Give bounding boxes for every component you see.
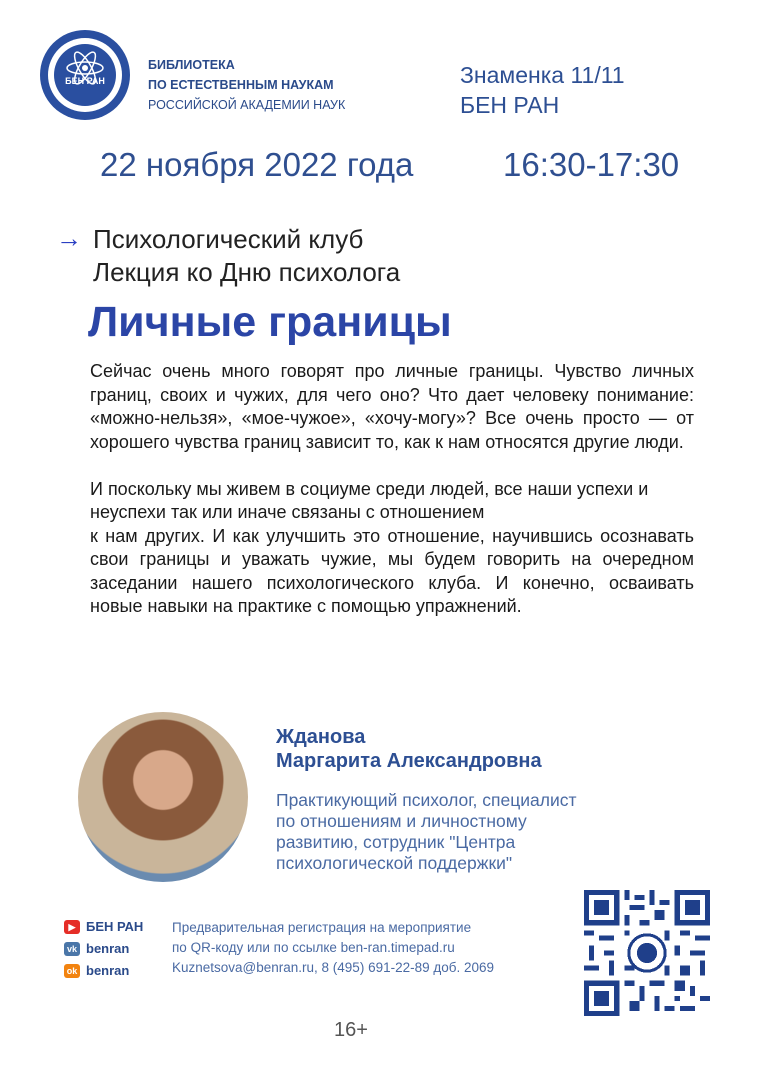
speaker-description [276, 790, 696, 874]
speaker-surname: Жданова [276, 726, 366, 748]
address [460, 60, 625, 120]
event-time: 16:30-17:30 [503, 146, 680, 183]
registration-link[interactable]: по QR-коду или по ссылке ben-ran.timepad.ru [172, 940, 455, 955]
youtube-icon: ▶ [64, 920, 80, 934]
subtitle-line-2: Лекция ко Дню психолога [93, 257, 401, 287]
atom-icon [54, 44, 116, 106]
ok-link[interactable] [64, 960, 143, 982]
ok-label: benran [86, 963, 130, 978]
description-paragraph-2a: И поскольку мы живем в социуме среди людей, все наши успехи и неуспехи так или иначе связаны с отношением [90, 478, 649, 522]
speaker-desc-line: по отношениям и личностному [276, 811, 527, 831]
speaker-name [276, 725, 542, 773]
qr-code[interactable] [584, 890, 710, 1016]
event-subtitle [93, 223, 400, 289]
subtitle-line-1: Психологический клуб [93, 224, 364, 254]
registration-line: Предварительная регистрация на мероприятие [172, 920, 472, 935]
arrow-right-icon: → [56, 223, 82, 253]
event-title: Личные границы [88, 298, 452, 346]
description-paragraph-1: Сейчас очень много говорят про личные границы. Чувство личных границ, своих и чужих, для чего оно? Что дает человеку понимание: «можно-нельзя», «мое-чужое», «хочу-могу»? Все очень просто — от хорошего чувства границ зависит то, как к нам относятся другие люди. [90, 361, 694, 452]
speaker-desc-line: психологической поддержки" [276, 853, 513, 873]
youtube-link[interactable] [64, 916, 143, 938]
speaker-desc-line: Практикующий психолог, специалист [276, 790, 577, 810]
odnoklassniki-icon: ok [64, 964, 80, 978]
vk-icon: vk [64, 942, 80, 956]
library-logo [40, 30, 130, 120]
speaker-photo [78, 712, 248, 882]
event-description [90, 360, 694, 619]
logo-text: БЕН РАН [65, 76, 105, 86]
address-line-2: БЕН РАН [460, 92, 560, 118]
organization-name [148, 55, 345, 115]
event-date: 22 ноября 2022 года [100, 146, 414, 183]
youtube-label: БЕН РАН [86, 919, 144, 934]
address-line-1: Знаменка 11/11 [460, 62, 625, 88]
registration-info [172, 918, 494, 978]
speaker-desc-line: развитию, сотрудник "Центра [276, 832, 516, 852]
org-line-2: ПО ЕСТЕСТВЕННЫМ НАУКАМ [148, 78, 334, 92]
description-paragraph-2b: к нам других. И как улучшить это отношение, научившись осознавать свои границы и уважать чужие, мы будем говорить на очередном заседании нашего психологического клуба. И конечно, осваивать новые навыки на практике с помощью упражнений. [90, 525, 694, 616]
vk-link[interactable] [64, 938, 143, 960]
org-line-1: БИБЛИОТЕКА [148, 58, 235, 72]
org-line-3: РОССИЙСКОЙ АКАДЕМИИ НАУК [148, 98, 346, 112]
contact-line: Kuznetsova@benran.ru, 8 (495) 691-22-89 доб. 2069 [172, 960, 495, 975]
vk-label: benran [86, 941, 130, 956]
speaker-given-names: Маргарита Александровна [276, 750, 542, 772]
age-rating: 16+ [334, 1019, 368, 1041]
social-links [64, 916, 143, 982]
